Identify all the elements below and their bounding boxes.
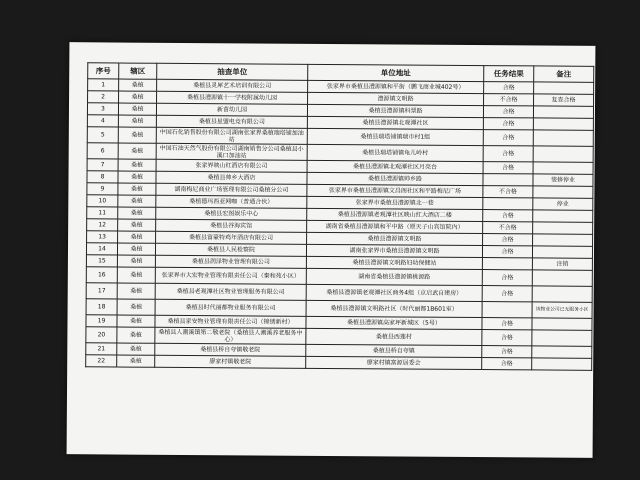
cell-unit: 桑植县老观潭社区物业管理服务有限公司	[155, 283, 306, 300]
cell-unit: 桑植县润泽物业管理有限公司	[155, 255, 306, 268]
cell-result: 合格	[483, 210, 533, 222]
header-no: 序号	[88, 63, 119, 79]
cell-no: 15	[86, 255, 117, 267]
cell-district: 桑植	[118, 127, 156, 143]
cell-unit: 廖家村镇敬老院	[155, 355, 306, 368]
cell-no: 6	[87, 143, 118, 159]
cell-district: 桑植	[117, 267, 155, 283]
cell-unit: 中国石化销售股份有限公司湖南张家界桑植瑞塔铺加油站	[156, 127, 307, 144]
cell-district: 桑植	[118, 183, 156, 195]
cell-remark	[533, 118, 593, 130]
table-row	[86, 355, 592, 371]
cell-district: 桑植	[118, 159, 156, 171]
cell-no: 5	[87, 127, 118, 143]
cell-result: 合格	[483, 130, 533, 146]
cell-remark	[533, 186, 593, 198]
cell-district: 桑植	[118, 115, 156, 127]
cell-remark: 装修停业	[533, 174, 593, 186]
cell-address: 桑植县西莲村	[306, 328, 482, 345]
cell-no: 21	[86, 343, 117, 355]
cell-address: 桑植县澧源镇高家坪新城区（5号）	[306, 316, 482, 329]
cell-unit: 中国石油天然气股份有限公司湖南销售分公司桑植县小溪口加油站	[156, 143, 307, 160]
cell-no: 19	[86, 315, 117, 327]
cell-result	[482, 258, 532, 270]
header-district: 辖区	[119, 63, 157, 79]
cell-no: 22	[86, 355, 117, 367]
cell-district: 桑植	[117, 327, 155, 343]
cell-address: 湖南张家界市桑植县澧源镇文明路	[306, 244, 482, 257]
cell-address: 澧源镇文明路	[308, 92, 484, 105]
cell-address: 桑植县瑞塔铺镇瑞市村1组	[307, 128, 483, 145]
cell-remark	[533, 234, 593, 246]
cell-result	[482, 302, 532, 318]
cell-unit: 新苗幼儿园	[156, 103, 307, 116]
cell-remark	[532, 286, 592, 302]
cell-no: 14	[86, 243, 117, 255]
cell-unit: 桑植县谷海宾馆	[156, 219, 307, 232]
cell-remark: 复查合格	[534, 94, 594, 106]
cell-address: 湖南省桑植县澧源镇桃源路	[306, 268, 482, 285]
cell-district: 桑植	[117, 315, 155, 327]
cell-remark	[532, 330, 592, 346]
cell-district: 桑植	[118, 231, 156, 243]
cell-no: 16	[86, 267, 117, 283]
cell-address: 张家界市桑植县澧源镇文昌阁社区和平路梅尼广场	[307, 184, 483, 197]
cell-no: 10	[87, 195, 118, 207]
cell-unit: 桑植县人潮溪镇第二敬老院（桑植县人潮溪养老服务中心）	[155, 327, 306, 344]
cell-no: 20	[86, 327, 117, 343]
cell-remark	[533, 222, 593, 234]
cell-result: 合格	[484, 82, 534, 94]
cell-address: 张家界市桑植县澧源镇和平街（鹏飞商业城402号）	[308, 80, 484, 93]
cell-remark	[532, 358, 592, 370]
cell-result	[483, 198, 533, 210]
cell-no: 9	[87, 183, 118, 195]
cell-unit: 桑植县家安物业管理有限责任公司（锦绣新村）	[155, 315, 306, 328]
cell-no: 4	[87, 115, 118, 127]
cell-unit: 桑植县人民检察院	[155, 243, 306, 256]
cell-district: 桑植	[117, 299, 155, 315]
cell-address: 廖家村镇富源居委会	[306, 356, 482, 369]
cell-result: 合格	[482, 246, 532, 258]
cell-remark	[532, 270, 592, 286]
cell-address: 桑植县澧源镇老观潭社区商务4组（京启武自建房）	[306, 284, 482, 301]
header-address: 单位地址	[308, 64, 484, 81]
cell-district: 桑植	[117, 255, 155, 267]
cell-no: 8	[87, 171, 118, 183]
cell-district: 桑植	[118, 103, 156, 115]
cell-no: 17	[86, 283, 117, 299]
cell-address: 桑植县澧源镇老观潭社区映山红大酒店二楼	[307, 208, 483, 221]
cell-district: 桑植	[118, 207, 156, 219]
header-result: 任务结果	[484, 66, 534, 82]
cell-no: 3	[87, 103, 118, 115]
cell-no: 13	[87, 231, 118, 243]
cell-address: 桑植县澧源镇北观潭社区	[307, 116, 483, 129]
cell-unit: 张家界映山红酒店有限公司	[156, 159, 307, 172]
cell-remark	[533, 106, 593, 118]
cell-result: 合格	[482, 346, 532, 358]
header-remark: 备注	[534, 66, 594, 82]
header-unit: 抽查单位	[157, 63, 308, 80]
cell-unit: 湖南梅尼商业广场管理有限公司桑植分公司	[156, 183, 307, 196]
cell-remark	[532, 246, 592, 258]
document-sheet	[67, 42, 596, 458]
cell-address: 桑植县瑞塔铺镇龟儿岭村	[307, 144, 483, 161]
cell-address: 张家界市桑植县澧源镇北一巷	[307, 196, 483, 209]
cell-result	[483, 174, 533, 186]
cell-unit: 桑植县时代丽都物业服务有限公司	[155, 299, 306, 316]
cell-unit: 桑植县富豪特鸡年酒店有限公司	[156, 231, 307, 244]
cell-district: 桑植	[117, 243, 155, 255]
cell-address: 桑植县澧源镇北观潭社区月亮台	[307, 160, 483, 173]
cell-district: 桑植	[118, 171, 156, 183]
cell-district: 桑植	[118, 219, 156, 231]
cell-no: 12	[87, 219, 118, 231]
cell-no: 1	[88, 79, 119, 91]
cell-remark	[532, 318, 592, 330]
cell-remark	[533, 146, 593, 162]
cell-result: 合格	[482, 270, 532, 286]
cell-unit: 张家界市大宏物业管理有限责任公司（秦和苑小区）	[155, 267, 306, 284]
cell-unit: 桑植县帅乡大酒店	[156, 171, 307, 184]
cell-address: 桑植县澧源镇文明路妇幼保健站	[306, 256, 482, 269]
cell-result: 合格	[483, 162, 533, 174]
cell-unit: 桑植德玛西亚网咖（普通合伙）	[156, 195, 307, 208]
cell-address: 桑植县桥自夸镇	[306, 344, 482, 357]
cell-district: 桑植	[117, 343, 155, 355]
cell-remark	[533, 130, 593, 146]
cell-address: 桑植县澧源镇文明路	[307, 232, 483, 245]
cell-remark	[533, 162, 593, 174]
cell-unit: 桑植县灵犀艺术培训有限公司	[157, 79, 308, 92]
cell-address: 桑植县澧源镇帅乡路	[307, 172, 483, 185]
cell-remark	[533, 210, 593, 222]
cell-result: 不合格	[483, 222, 533, 234]
cell-address: 湖南省桑植县澧源镇和平中路（原天子山宾馆院内）	[307, 220, 483, 233]
cell-district: 桑植	[118, 143, 156, 159]
cell-result: 不合格	[483, 186, 533, 198]
cell-address: 桑植县澧源镇科票路	[307, 104, 483, 117]
cell-unit: 桑植县澧源镇十一学校附属幼儿园	[157, 91, 308, 104]
cell-remark	[532, 346, 592, 358]
cell-no: 7	[87, 159, 118, 171]
cell-result: 合格	[483, 234, 533, 246]
cell-unit: 桑植县星盟电竞有限公司	[156, 115, 307, 128]
cell-address: 桑植县澧源镇文明路社区（时代丽都1B601室）	[306, 300, 482, 317]
inspection-table	[85, 62, 594, 371]
cell-remark: 停业	[533, 198, 593, 210]
cell-result: 合格	[483, 146, 533, 162]
cell-district: 桑植	[119, 91, 157, 103]
cell-no: 2	[88, 91, 119, 103]
cell-no: 11	[87, 207, 118, 219]
cell-district: 桑植	[118, 195, 156, 207]
cell-remark	[534, 82, 594, 94]
cell-unit: 桑植县宏图娱乐中心	[156, 207, 307, 220]
cell-district: 桑植	[119, 79, 157, 91]
cell-result: 合格	[482, 358, 532, 370]
cell-district: 桑植	[117, 355, 155, 367]
cell-result: 合格	[482, 318, 532, 330]
cell-result: 合格	[483, 118, 533, 130]
cell-remark: 该物业公司已无服务小区	[532, 302, 592, 318]
cell-result: 合格	[483, 106, 533, 118]
cell-remark: 注销	[532, 258, 592, 270]
cell-result: 合格	[482, 286, 532, 302]
cell-result: 不合格	[484, 94, 534, 106]
cell-result: 合格	[482, 330, 532, 346]
cell-district: 桑植	[117, 283, 155, 299]
cell-no: 18	[86, 299, 117, 315]
cell-unit: 桑植县桥自夸镇敬老院	[155, 343, 306, 356]
